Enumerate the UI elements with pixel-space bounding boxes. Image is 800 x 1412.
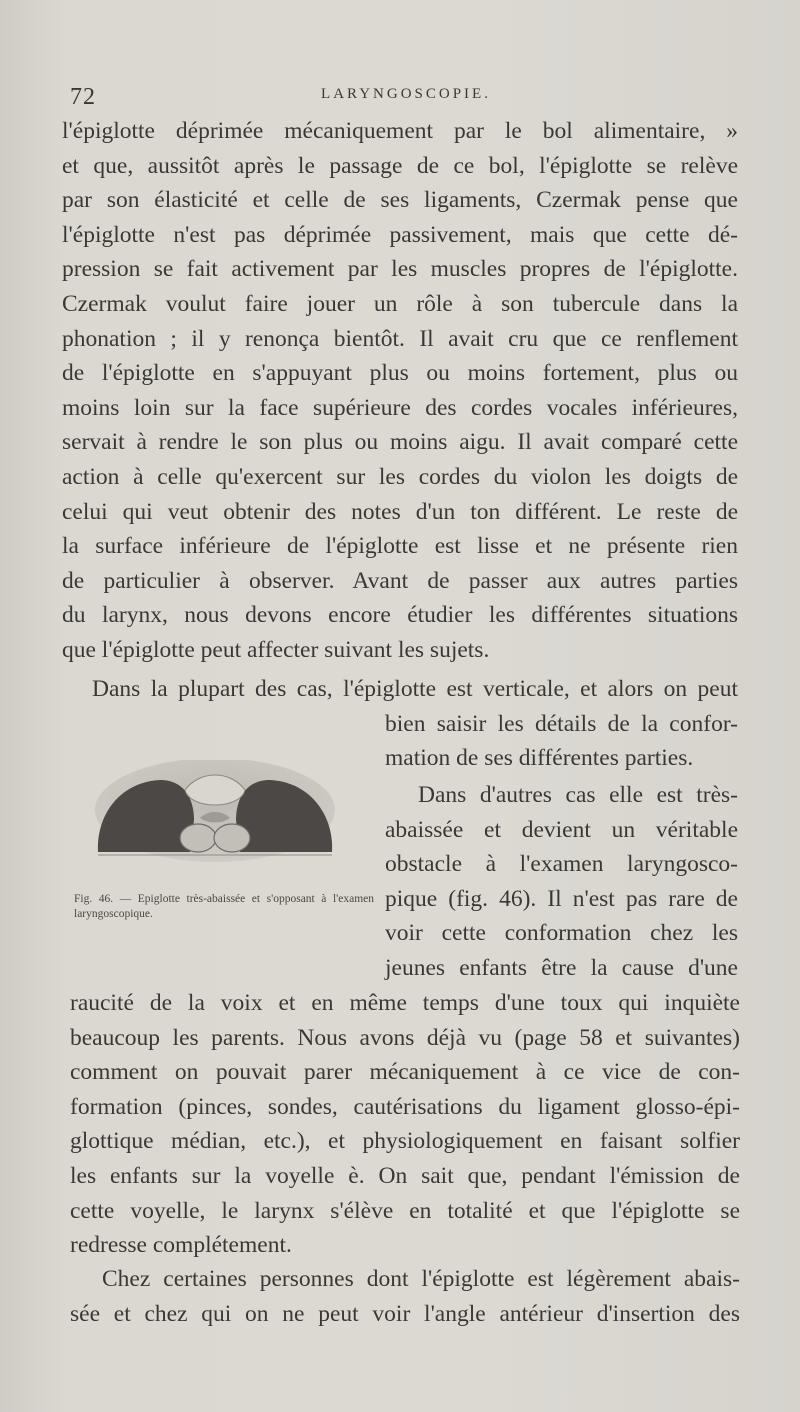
text-line: abaissée et devient un véritable [385,816,738,843]
text-line: que l'épiglotte peut affecter suivant les sujets. [62,637,490,663]
text-line: obstacle à l'examen laryngosco- [385,851,738,878]
text-line: l'épiglotte déprimée mécaniquement par le bol alimentaire, » [62,118,738,144]
text-line: bien saisir les détails de la confor- [385,711,738,737]
text-line: beaucoup les parents. Nous avons déjà vu (page 58 et suivantes) [70,1024,740,1051]
text-line: du larynx, nous devons encore étudier les différentes situations [62,602,738,629]
text-line: pique (fig. 46). Il n'est pas rare de [385,885,738,912]
text-line: celui qui veut obtenir des notes d'un ton différent. Le reste de [62,498,738,525]
text-line: de l'épiglotte en s'appuyant plus ou moins fortement, plus ou [62,360,738,387]
text-line: servait à rendre le son plus ou moins aigu. Il avait comparé cette [62,429,738,456]
page-number: 72 [70,84,96,110]
text-line: jeunes enfants être la cause d'une [385,955,738,981]
text-line: voir cette conformation chez les [385,920,738,947]
text-line: sée et chez qui on ne peut voir l'angle antérieur d'insertion des [70,1300,740,1327]
text-line: redresse complétement. [70,1232,292,1259]
text-line: et que, aussitôt après le passage de ce bol, l'épiglotte se relève [62,152,738,179]
text-line: phonation ; il y renonça bientôt. Il avait cru que ce renflement [62,325,738,352]
text-line: glottique médian, etc.), et physiologiquement en faisant solfier [70,1128,740,1155]
text-line: l'épiglotte n'est pas déprimée passivement, mais que cette dé- [62,221,738,248]
text-line: pression se fait activement par les muscles propres de l'épiglotte. [62,256,738,283]
text-line: raucité de la voix et en même temps d'une toux qui inquiète [70,990,740,1016]
running-title: LARYNGOSCOPIE. [321,86,491,102]
text-line: comment on pouvait parer mécaniquement à ce vice de con- [70,1059,740,1086]
text-line: Dans la plupart des cas, l'épiglotte est verticale, et alors on peut [92,676,738,702]
text-line: Chez certaines personnes dont l'épiglotte est légèrement abais- [102,1266,740,1292]
text-line: moins loin sur la face supérieure des cordes vocales inférieures, [62,394,738,421]
text-line: Dans d'autres cas elle est très- [418,782,738,808]
figure-46-illustration [90,760,340,870]
figure-caption: Fig. 46. — Epiglotte très-abaissée et s'opposant à l'examen laryngoscopique. [74,893,374,920]
text-line: Czermak voulut faire jouer un rôle à son tubercule dans la [62,291,738,317]
text-line: par son élasticité et celle de ses ligaments, Czermak pense que [62,187,738,214]
page-header [66,78,746,112]
text-line: formation (pinces, sondes, cautérisations du ligament glosso-épi- [70,1093,740,1120]
text-line: mation de ses différentes parties. [385,745,694,771]
text-line: cette voyelle, le larynx s'élève en totalité et que l'épiglotte se [70,1197,740,1224]
text-line: action à celle qu'exercent sur les cordes du violon les doigts de [62,464,738,490]
text-line: les enfants sur la voyelle è. On sait que, pendant l'émission de [70,1163,740,1189]
text-line: la surface inférieure de l'épiglotte est lisse et ne présente rien [62,533,738,560]
text-line: de particulier à observer. Avant de passer aux autres parties [62,567,738,594]
